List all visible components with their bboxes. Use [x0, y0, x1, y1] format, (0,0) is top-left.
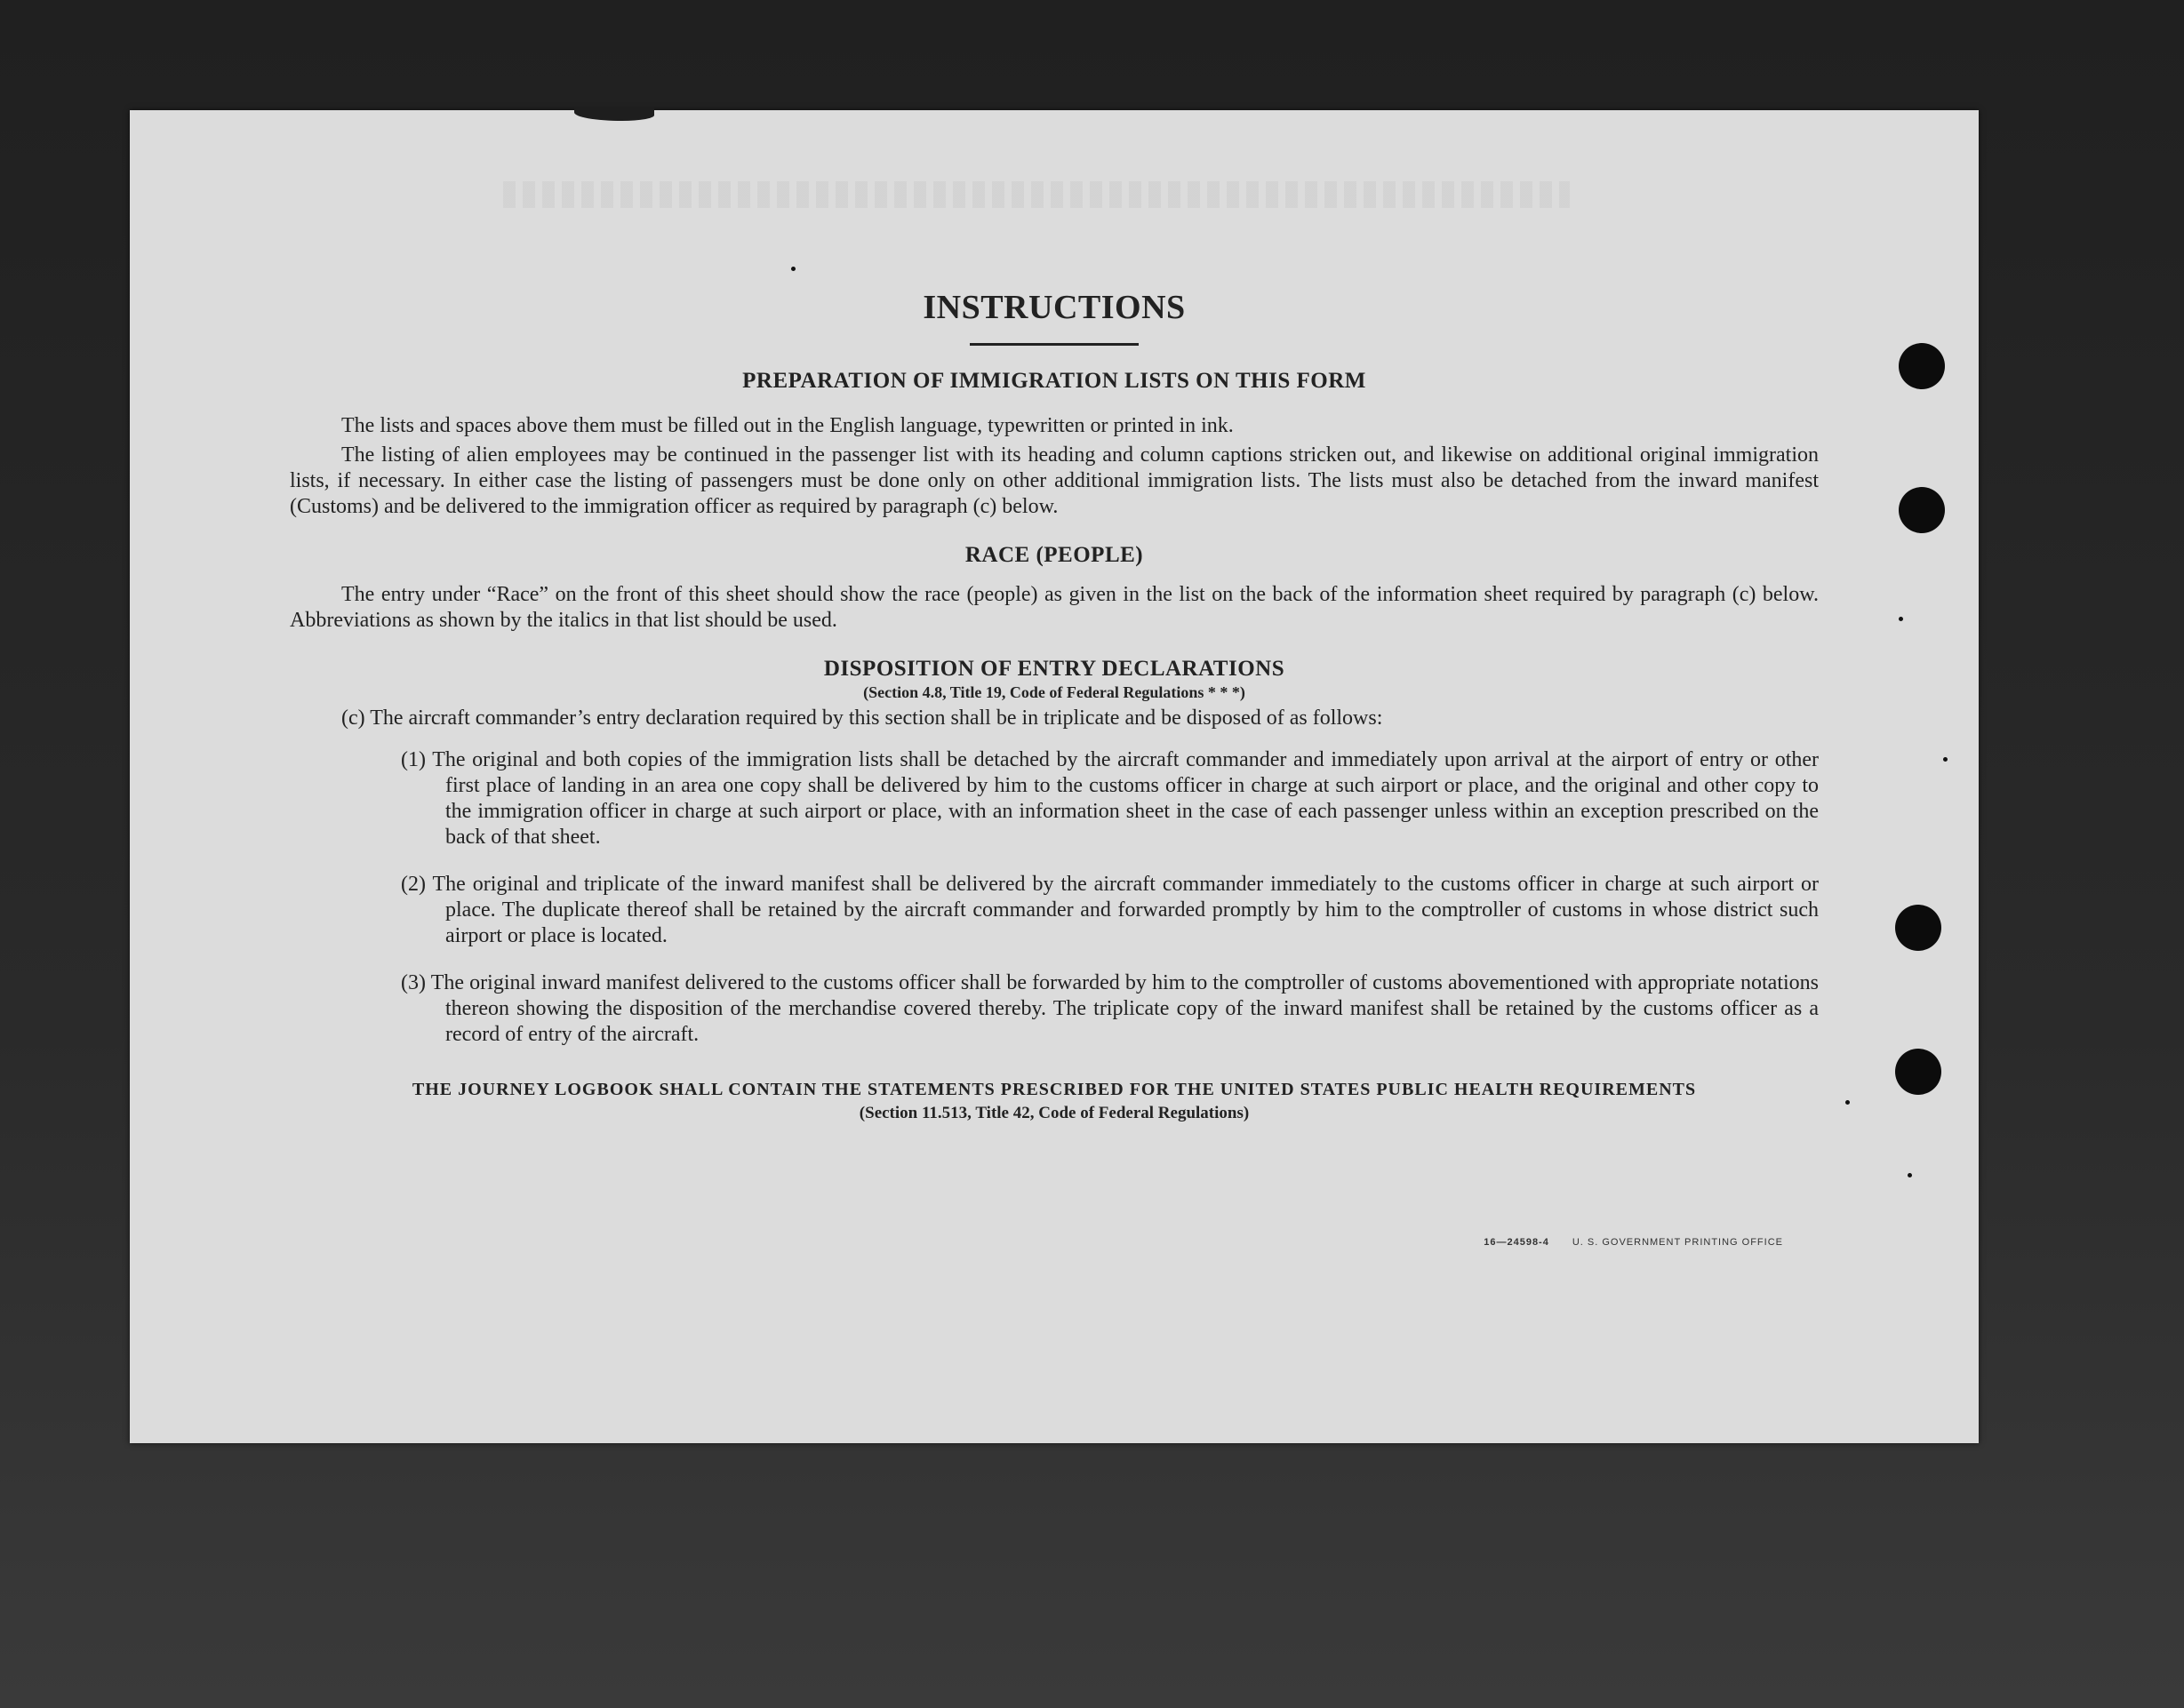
bleed-through-text [503, 181, 1570, 208]
punch-hole-2 [1899, 487, 1945, 533]
speck [1943, 757, 1948, 762]
journey-logbook-statement: THE JOURNEY LOGBOOK SHALL CONTAIN THE STATEMENTS PRESCRIBED FOR THE UNITED STATES PUBLIC HEALTH REQUIREMENTS [412, 1080, 1697, 1099]
printer-name: U. S. GOVERNMENT PRINTING OFFICE [1572, 1237, 1783, 1248]
disposition-subheading: (Section 4.8, Title 19, Code of Federal Regulations * * *) [863, 683, 1245, 701]
disposition-item-3: (3) The original inward manifest delivered to the customs officer shall be forwarded by him to the comptroller of customs abovementioned with appropriate notations thereon showing the disposition of the merchandise covered thereby. The triplicate copy of the inward manifest shall be retained by the customs officer as a record of entry of the aircraft. [401, 971, 1819, 1046]
speck [1899, 617, 1903, 621]
speck [1908, 1173, 1912, 1177]
disposition-item-2: (2) The original and triplicate of the inward manifest shall be delivered by the aircraft commander immediately to the customs officer in charge at such airport or place. The duplicate thereof shall be retained by the aircraft commander and forwarded promptly by him to the comptroller of customs in whose district such airport or place is located. [401, 873, 1819, 947]
journey-logbook-subheading: (Section 11.513, Title 42, Code of Federal Regulations) [859, 1104, 1250, 1122]
disposition-lead: (c) The aircraft commander’s entry declaration required by this section shall be in triplicate and be disposed of as follows: [341, 706, 1383, 730]
preparation-paragraph-2: The listing of alien employees may be continued in the passenger list with its heading and column captions stricken out, and likewise on additional original immigration lists, if necessary. In either case the listing of passengers must be done only on other additional immigration lists. The lists must also be detached from the inward manifest (Customs) and be delivered to the immigration officer as required by paragraph (c) below. [290, 443, 1819, 518]
form-number: 16—24598-4 [1484, 1237, 1549, 1248]
disposition-item-1: (1) The original and both copies of the immigration lists shall be detached by the aircraft commander and immediately upon arrival at the airport of entry or other first place of landing in an area one copy shall be delivered by him to the customs officer in charge at such airport or place, and the original and other copy to the immigration officer in charge at such airport or place, with an information sheet in the case of each passenger unless within an exception prescribed on the back of that sheet. [401, 748, 1819, 849]
speck [791, 267, 796, 271]
instructions-content [290, 288, 1819, 1123]
preparation-paragraph-1: The lists and spaces above them must be filled out in the English language, typewritten or printed in ink. [341, 414, 1234, 437]
race-heading: RACE (PEOPLE) [964, 543, 1144, 567]
preparation-heading: PREPARATION OF IMMIGRATION LISTS ON THIS FORM [742, 369, 1366, 393]
title-rule [970, 343, 1139, 346]
torn-edge-mark [574, 107, 654, 121]
race-paragraph: The entry under “Race” on the front of this sheet should show the race (people) as given in the list on the back of the information sheet required by paragraph (c) below. Abbreviations as shown by the italics in that list should be used. [290, 583, 1819, 632]
punch-hole-4 [1895, 1049, 1941, 1095]
punch-hole-1 [1899, 343, 1945, 389]
speck [1845, 1100, 1850, 1105]
disposition-heading: DISPOSITION OF ENTRY DECLARATIONS [823, 657, 1285, 681]
page-title: INSTRUCTIONS [923, 289, 1186, 326]
punch-hole-3 [1895, 905, 1941, 951]
printer-imprint [1484, 1237, 1783, 1248]
document-sheet [130, 110, 1979, 1443]
